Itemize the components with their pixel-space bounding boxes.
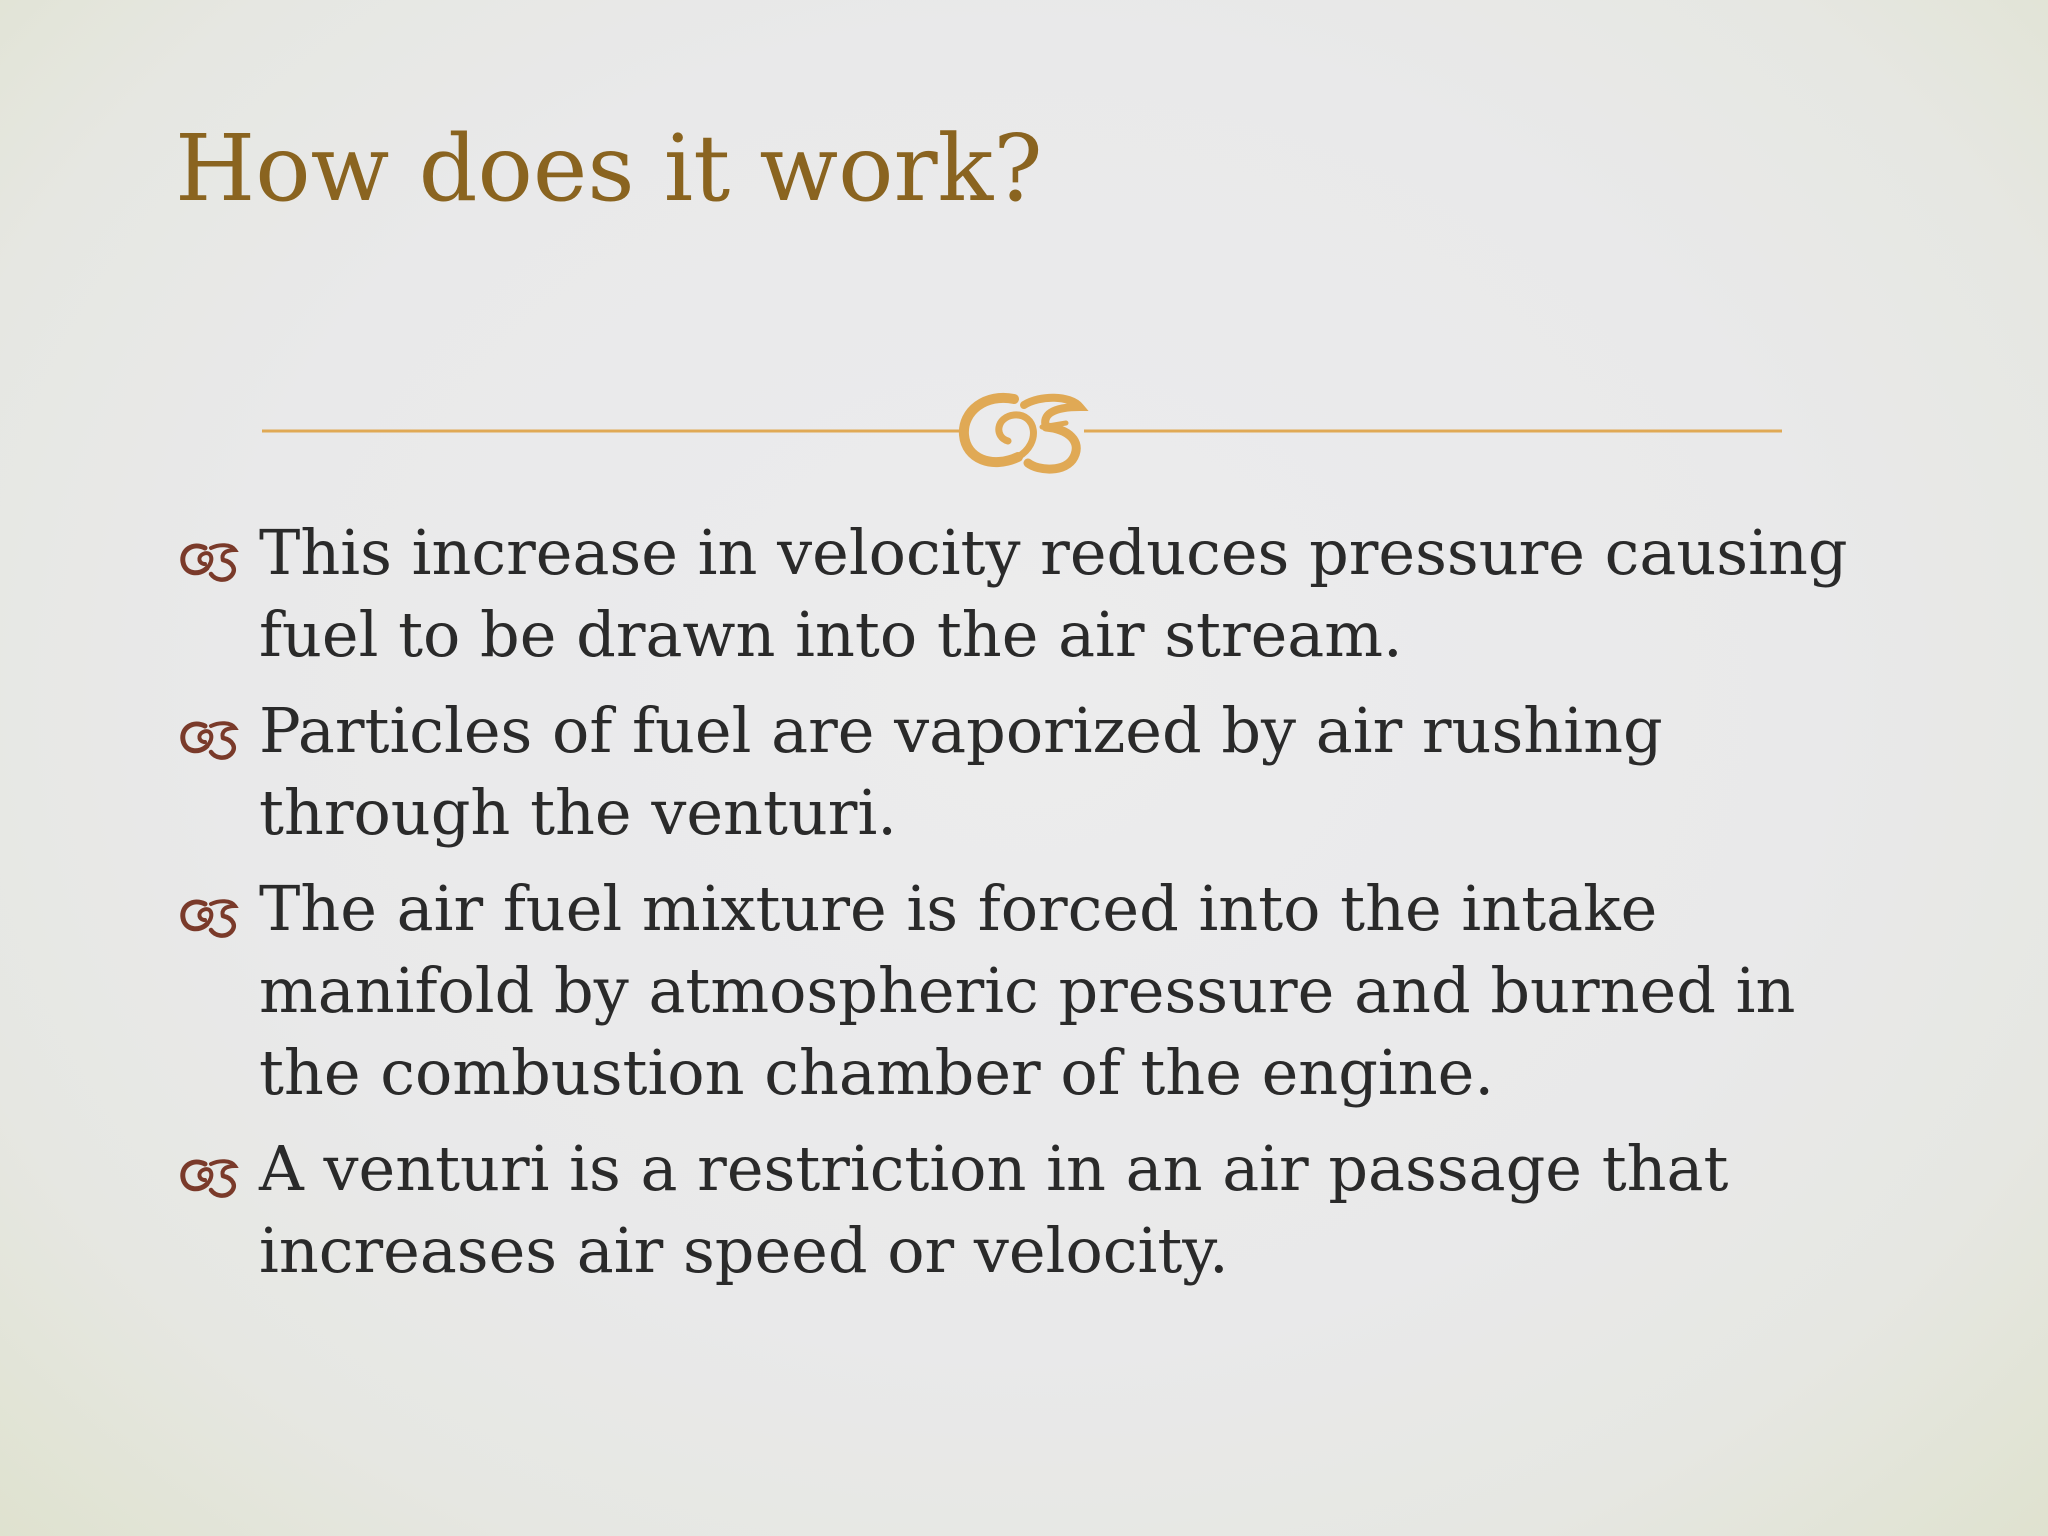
bullet-item [175, 868, 1875, 1114]
flourish-bullet-icon [175, 1128, 245, 1210]
bullet-text: This increase in velocity reduces pressure causing fuel to be drawn into the air stream. [259, 516, 1848, 671]
flourish-bullet-icon [175, 512, 245, 594]
bullet-text: A venturi is a restriction in an air passage that increases air speed or velocity. [259, 1132, 1729, 1287]
flourish-bullet-icon [175, 690, 245, 772]
slide-title: How does it work? [175, 115, 1043, 222]
title-divider [262, 385, 1782, 475]
bullet-item [175, 690, 1875, 854]
bullet-list [175, 512, 1875, 1306]
flourish-bullet-icon [175, 868, 245, 950]
bullet-text: The air fuel mixture is forced into the intake manifold by atmospheric pressure and burned in the combustion chamber of the engine. [259, 872, 1796, 1109]
bullet-item [175, 1128, 1875, 1292]
bullet-item [175, 512, 1875, 676]
bullet-text: Particles of fuel are vaporized by air rushing through the venturi. [259, 694, 1663, 849]
flourish-ornament-icon [964, 398, 1080, 469]
